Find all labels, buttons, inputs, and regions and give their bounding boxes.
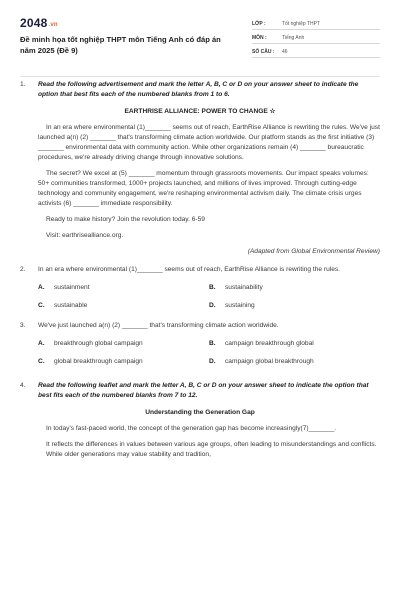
- answer-options: [38, 339, 380, 367]
- site-logo[interactable]: [20, 16, 58, 30]
- question-number: 2.: [20, 266, 26, 273]
- meta-value: Tiếng Anh: [282, 35, 305, 41]
- option-text: sustainment: [54, 284, 90, 291]
- option-d[interactable]: [209, 301, 380, 311]
- question-instruction: Read the following leaflet and mark the letter A, B, C or D on your answer sheet to indicate the option that best fits each of the numbered blanks from 7 to 12.: [38, 382, 369, 399]
- passage-source: (Adapted from Global Environmental Review): [247, 248, 380, 255]
- option-text: breakthrough global campaign: [54, 340, 143, 347]
- meta-value: 46: [282, 49, 288, 55]
- meta-row-subject: [252, 32, 380, 44]
- option-letter: D.: [209, 358, 216, 365]
- option-letter: B.: [209, 340, 216, 347]
- exam-meta: [252, 18, 380, 60]
- logo-text: 2048: [20, 16, 48, 30]
- option-letter: A.: [38, 284, 45, 291]
- advertisement-title: EARTHRISE ALLIANCE: POWER TO CHANGE ☆: [124, 108, 276, 115]
- passage-paragraph: It reflects the differences in values between various age groups, often leading to misunderstandings and conflicts. While older generations may value stability and tradition,: [46, 441, 377, 458]
- question-1: [20, 80, 380, 100]
- question-number: 3.: [20, 322, 26, 329]
- option-c[interactable]: [38, 357, 209, 367]
- exam-content: [20, 80, 380, 466]
- leaflet-title: Understanding the Generation Gap: [145, 409, 255, 416]
- option-text: campaign breakthrough global: [225, 340, 314, 347]
- option-text: sustainability: [225, 284, 263, 291]
- question-text: In an era where environmental (1)_______ seems out of reach, EarthRise Alliance is rewriting the rules.: [38, 266, 341, 273]
- passage-paragraph: In today's fast-paced world, the concept of the generation gap has become increasingly(7)_______.: [46, 425, 337, 432]
- header: [20, 12, 380, 74]
- logo-suffix: .vn: [48, 22, 58, 28]
- question-number: 4.: [20, 382, 26, 389]
- option-text: campaign global breakthrough: [225, 358, 314, 365]
- meta-row-class: [252, 18, 380, 30]
- passage-paragraph: Visit: earthrisealliance.org.: [46, 232, 124, 239]
- option-text: global breakthrough campaign: [54, 358, 143, 365]
- header-divider: [20, 76, 380, 77]
- option-letter: A.: [38, 340, 45, 347]
- option-b[interactable]: [209, 283, 380, 293]
- meta-label: SỐ CÂU :: [252, 49, 275, 55]
- passage-paragraph: In an era where environmental (1)_______ seems out of reach, EarthRise Alliance is rewriting the rules. We've just launched a(n) (2) _______ that's transforming climate action worldwide. Our platform stands as the first initiative (3) _______ environmental data with community action. While other organizations remain (4) _______ bureaucratic procedures, we're already driving change through innovative solutions.: [38, 124, 380, 161]
- passage-paragraph: The secret? We excel at (5) _______ momentum through grassroots movements. Our impact speaks volumes: 50+ communities transformed, 1000+ projects launched, and millions of lives improved. Through cutting-edge technology and community engagement, we're reshaping environmental activism daily. The climate crisis urges activists (6) _______ immediate responsibility.: [38, 170, 369, 207]
- question-instruction: Read the following advertisement and mark the letter A, B, C or D on your answer sheet to indicate the option that best fits each of the numbered blanks from 1 to 6.: [38, 81, 359, 98]
- option-letter: D.: [209, 302, 216, 309]
- question-3: [20, 321, 380, 331]
- meta-label: LỚP :: [252, 21, 266, 27]
- passage-paragraph: Ready to make history? Join the revolution today. 6-59: [46, 216, 205, 223]
- option-letter: C.: [38, 358, 45, 365]
- option-text: sustaining: [225, 302, 255, 309]
- meta-row-question-count: [252, 46, 380, 58]
- option-a[interactable]: [38, 283, 209, 293]
- answer-options: [38, 283, 380, 311]
- option-b[interactable]: [209, 339, 380, 349]
- option-c[interactable]: [38, 301, 209, 311]
- document-title: Đề minh họa tốt nghiệp THPT môn Tiếng Anh có đáp án năm 2025 (Đề 9): [20, 35, 221, 55]
- question-2: [20, 265, 380, 275]
- option-text: sustainable: [54, 302, 88, 309]
- question-number: 1.: [20, 81, 26, 88]
- option-letter: C.: [38, 302, 45, 309]
- meta-label: MÔN :: [252, 35, 267, 41]
- question-4: [20, 381, 380, 401]
- question-text: We've just launched a(n) (2) _______ that's transforming climate action worldwide.: [38, 322, 279, 329]
- meta-value: Tốt nghiệp THPT: [282, 21, 320, 27]
- option-a[interactable]: [38, 339, 209, 349]
- option-d[interactable]: [209, 357, 380, 367]
- option-letter: B.: [209, 284, 216, 291]
